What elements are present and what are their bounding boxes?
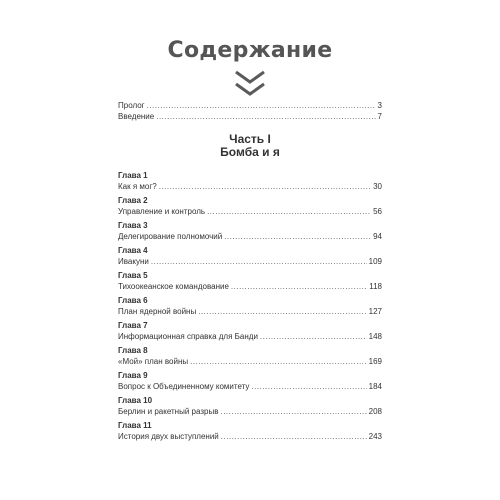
chapter-row	[118, 431, 382, 442]
chapter-entry[interactable]	[118, 270, 382, 292]
chapter-title: «Мой» план войны	[118, 357, 189, 366]
chapter-row	[118, 381, 382, 392]
chapter-page: 94	[373, 232, 382, 241]
leader-dots	[198, 306, 366, 317]
chapter-label: Глава 1	[118, 171, 148, 180]
chapter-label: Глава 7	[118, 321, 148, 330]
leader-dots	[151, 256, 367, 267]
chapter-label: Глава 3	[118, 221, 148, 230]
chapter-label: Глава 6	[118, 296, 148, 305]
leader-dots	[224, 231, 371, 242]
chapter-entry[interactable]	[118, 295, 382, 317]
chapter-row	[118, 181, 382, 192]
chapter-entry[interactable]	[118, 370, 382, 392]
leader-dots	[221, 431, 367, 442]
chapter-title: Как я мог?	[118, 182, 157, 191]
chapter-page: 184	[368, 382, 382, 391]
chapter-title: Берлин и ракетный разрыв	[118, 407, 219, 416]
chapter-row	[118, 206, 382, 217]
chapter-page: 56	[373, 207, 382, 216]
chapter-label: Глава 2	[118, 196, 148, 205]
chapter-row	[118, 281, 382, 292]
double-chevron-down-icon	[232, 70, 268, 98]
chapter-page: 118	[369, 282, 382, 291]
chapter-entry[interactable]	[118, 345, 382, 367]
chapter-label: Глава 11	[118, 421, 152, 430]
leader-dots	[190, 356, 367, 367]
chapter-entry[interactable]	[118, 395, 382, 417]
chapter-title: Тихоокеанское командование	[118, 282, 229, 291]
part-heading	[0, 133, 500, 159]
front-matter-list	[118, 100, 382, 122]
chapter-page: 127	[368, 307, 382, 316]
chapter-row	[118, 406, 382, 417]
chapter-row	[118, 306, 382, 317]
toc-entry-title: Пролог	[118, 101, 145, 110]
chapter-title: Делегирование полномочий	[118, 232, 223, 241]
toc-entry-prologue[interactable]	[118, 100, 382, 111]
leader-dots	[231, 281, 367, 292]
page-title: Содержание	[167, 38, 333, 63]
chapter-page: 148	[368, 332, 382, 341]
leader-dots	[260, 331, 367, 342]
chapter-title: История двух выступлений	[118, 432, 219, 441]
chapter-page: 243	[368, 432, 382, 441]
chapter-page: 208	[368, 407, 382, 416]
leader-dots	[156, 111, 375, 122]
chapter-title: Управление и контроль	[118, 207, 206, 216]
chapter-entry[interactable]	[118, 195, 382, 217]
chapter-row	[118, 356, 382, 367]
chapter-label: Глава 10	[118, 396, 153, 405]
chapter-row	[118, 231, 382, 242]
chapter-label: Глава 9	[118, 371, 148, 380]
part-number: Часть I	[229, 132, 271, 146]
chapter-title: План ядерной войны	[118, 307, 197, 316]
leader-dots	[207, 206, 371, 217]
chapter-label: Глава 5	[118, 271, 148, 280]
part-title: Бомба и я	[220, 145, 280, 159]
leader-dots	[147, 100, 376, 111]
chapter-label: Глава 8	[118, 346, 148, 355]
chapter-title: Ивакуни	[118, 257, 149, 266]
chapter-entry[interactable]	[118, 420, 382, 442]
chapter-page: 109	[368, 257, 382, 266]
leader-dots	[159, 181, 371, 192]
leader-dots	[220, 406, 366, 417]
chapter-entry[interactable]	[118, 320, 382, 342]
toc-entry-page: 7	[377, 112, 382, 121]
chapter-entry[interactable]	[118, 170, 382, 192]
toc-entry-introduction[interactable]	[118, 111, 382, 122]
chapter-title: Информационная справка для Банди	[118, 332, 258, 341]
chapter-list	[118, 170, 382, 445]
chapter-title: Вопрос к Объединенному комитету	[118, 382, 250, 391]
chapter-label: Глава 4	[118, 246, 148, 255]
chapter-entry[interactable]	[118, 220, 382, 242]
chapter-entry[interactable]	[118, 245, 382, 267]
chapter-page: 30	[373, 182, 382, 191]
toc-entry-page: 3	[377, 101, 382, 110]
toc-entry-title: Введение	[118, 112, 155, 121]
chapter-row	[118, 256, 382, 267]
leader-dots	[251, 381, 366, 392]
chapter-page: 169	[368, 357, 382, 366]
chapter-row	[118, 331, 382, 342]
